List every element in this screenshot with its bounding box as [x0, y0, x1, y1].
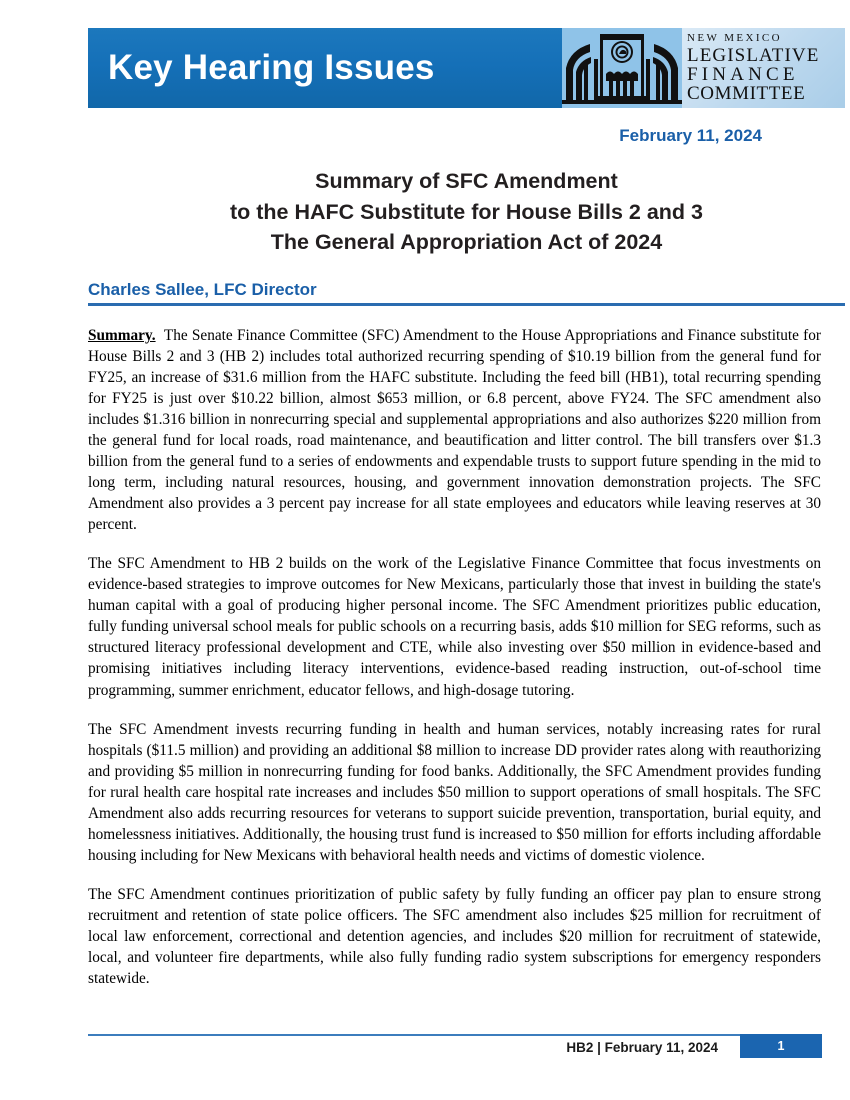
paragraph-education: The SFC Amendment to HB 2 builds on the work of the Legislative Finance Committee that focus investments on evidence-based strategies to improve outcomes for New Mexicans, particularly those that invest in building the state's human capital with a goal of producing higher personal income. The SFC Amendment prioritizes public education, fully funding universal school meals for public schools on a recurring basis, adds $10 million for SEG reforms, such as structured literacy professional development and CTE, while also investing over $50 million in evidence-based and promising initiatives including literacy interventions, evidence-based reading instruction, out-of-school time programming, summer enrichment, educator fellows, and high-dosage tutoring. [88, 555, 821, 699]
page-title-line-1: Summary of SFC Amendment [315, 169, 618, 193]
masthead-title: Key Hearing Issues [108, 48, 435, 87]
nm-state-capitol-building-icon [562, 28, 682, 108]
footer-divider [88, 1034, 822, 1036]
page-title [88, 166, 845, 258]
summary-label: Summary. [88, 327, 156, 344]
author-byline: Charles Sallee, LFC Director [88, 280, 317, 299]
lfc-logo [562, 28, 845, 108]
document-date: February 11, 2024 [619, 126, 762, 145]
logo-line-committee: COMMITTEE [687, 83, 806, 104]
masthead-banner [88, 28, 845, 108]
paragraph-summary [88, 325, 821, 535]
page-title-line-3: The General Appropriation Act of 2024 [270, 230, 663, 255]
paragraph-public-safety: The SFC Amendment continues prioritization of public safety by fully funding an officer pay plan to ensure strong recruitment and retention of state police officers. The SFC amendment also includes $25 million for recruitment of local law enforcement, correctional and detention agencies, and includes $20 million for recruitment of statewide, local, and volunteer fire departments, while also fully funding radio system subscriptions for emergency responders statewide. [88, 885, 821, 987]
logo-line-finance: FINANCE [687, 64, 799, 85]
lfc-logo-wordmark [682, 28, 845, 108]
paragraph-health-human-services: The SFC Amendment invests recurring funding in health and human services, notably increasing rates for rural hospitals ($11.5 million) and providing an additional $8 million to increase DD provider rates along with reauthorizing and providing $5 million in nonrecurring funding for food banks. Additionally, the SFC Amendment provides funding for rural health care hospital rate increases and includes $50 million to support operations of small hospitals. The SFC Amendment also adds recurring resources for veterans to support suicide prevention, transportation, burial equity, and homelessness initiatives. Additionally, the housing trust fund is increased to $50 million for efforts including affordable housing including for New Mexicans with behavioral health needs and victims of domestic violence. [88, 720, 821, 864]
paragraph-summary-text: The Senate Finance Committee (SFC) Amendment to the House Appropriations and Finance substitute for House Bills 2 and 3 (HB 2) includes total authorized recurring spending of $10.19 billion from the general fund for FY25, an increase of $31.6 million from the HAFC substitute. Including the feed bill (HB1), total recurring spending for FY25 is just over $10.22 billion, almost $653 million, or 6.8 percent, above FY24. The SFC amendment also includes $1.316 billion in nonrecurring special and supplemental appropriations and also authorizes $220 million from the general fund for local roads, road maintenance, and beautification and litter control. The bill transfers over $1.3 billion from the general fund to a series of endowments and expendable trusts to support future spending in the mid to long term, including natural resources, housing, and government innovation demonstration projects. The SFC Amendment also provides a 3 percent pay increase for all state employees and educators while leaving reserves at 30 percent. [88, 327, 821, 534]
footer-meta: HB2 | February 11, 2024 [566, 1040, 718, 1055]
author-divider [88, 303, 845, 306]
page-title-line-2: to the HAFC Substitute for House Bills 2 and 3 [229, 199, 704, 224]
page-number-badge: 1 [740, 1034, 822, 1058]
logo-line-legislative: LEGISLATIVE [687, 45, 820, 66]
logo-line-new-mexico: NEW MEXICO [687, 32, 782, 44]
document-body [88, 325, 821, 989]
